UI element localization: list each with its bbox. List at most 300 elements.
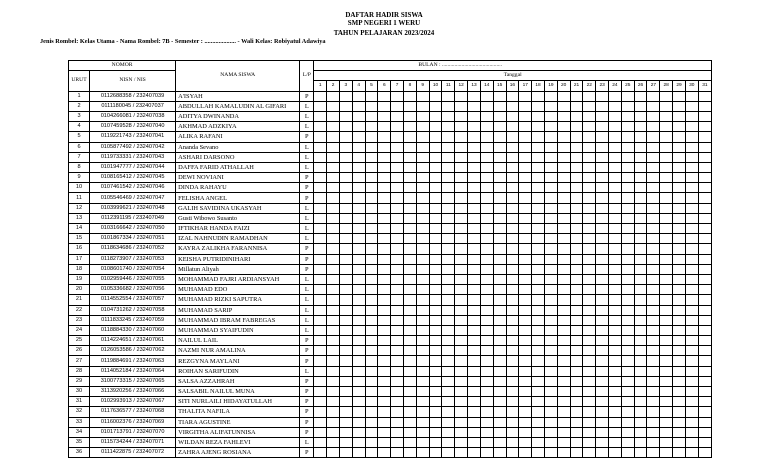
attendance-cell <box>339 295 352 305</box>
attendance-cell <box>685 203 698 213</box>
row-number: 36 <box>69 448 90 458</box>
attendance-cell <box>557 224 570 234</box>
table-row <box>69 264 712 274</box>
attendance-cell <box>673 295 686 305</box>
attendance-cell <box>685 152 698 162</box>
attendance-cell <box>596 264 609 274</box>
attendance-cell <box>660 346 673 356</box>
attendance-cell <box>352 173 365 183</box>
attendance-cell <box>352 437 365 447</box>
attendance-cell <box>570 213 583 223</box>
attendance-cell <box>480 285 493 295</box>
attendance-cell <box>544 264 557 274</box>
attendance-cell <box>660 101 673 111</box>
attendance-cell <box>339 366 352 376</box>
attendance-cell <box>391 315 404 325</box>
attendance-cell <box>506 336 519 346</box>
attendance-cell <box>660 254 673 264</box>
attendance-cell <box>493 264 506 274</box>
attendance-cell <box>365 244 378 254</box>
attendance-cell <box>468 437 481 447</box>
attendance-cell <box>698 407 711 417</box>
attendance-cell <box>442 376 455 386</box>
attendance-cell <box>532 132 545 142</box>
attendance-cell <box>352 285 365 295</box>
attendance-cell <box>480 274 493 284</box>
attendance-cell <box>468 325 481 335</box>
attendance-cell <box>544 122 557 132</box>
student-nisn: 0102959446 / 232407055 <box>90 274 176 284</box>
attendance-cell <box>544 417 557 427</box>
student-gender: P <box>300 427 314 437</box>
attendance-cell <box>519 366 532 376</box>
attendance-cell <box>314 132 327 142</box>
attendance-cell <box>544 325 557 335</box>
attendance-cell <box>609 122 622 132</box>
attendance-cell <box>455 203 468 213</box>
attendance-cell <box>660 448 673 458</box>
attendance-cell <box>442 162 455 172</box>
student-name: DEWI NOVIANI <box>176 173 300 183</box>
day-number: 27 <box>647 81 660 91</box>
attendance-cell <box>442 437 455 447</box>
attendance-cell <box>647 132 660 142</box>
attendance-cell <box>647 315 660 325</box>
row-number: 5 <box>69 132 90 142</box>
student-gender: L <box>300 325 314 335</box>
attendance-cell <box>557 101 570 111</box>
attendance-cell <box>532 407 545 417</box>
attendance-cell <box>673 407 686 417</box>
attendance-cell <box>468 101 481 111</box>
attendance-cell <box>416 213 429 223</box>
attendance-cell <box>327 183 340 193</box>
urut-header: URUT <box>69 71 90 91</box>
attendance-cell <box>378 213 391 223</box>
attendance-cell <box>544 295 557 305</box>
attendance-cell <box>660 244 673 254</box>
attendance-cell <box>570 448 583 458</box>
attendance-cell <box>314 224 327 234</box>
attendance-cell <box>352 356 365 366</box>
table-row <box>69 193 712 203</box>
attendance-cell <box>327 101 340 111</box>
row-number: 29 <box>69 376 90 386</box>
attendance-cell <box>621 264 634 274</box>
row-number: 28 <box>69 366 90 376</box>
attendance-cell <box>583 254 596 264</box>
attendance-cell <box>519 173 532 183</box>
attendance-cell <box>365 213 378 223</box>
student-gender: P <box>300 254 314 264</box>
attendance-cell <box>365 122 378 132</box>
attendance-cell <box>634 122 647 132</box>
attendance-cell <box>698 142 711 152</box>
attendance-cell <box>557 122 570 132</box>
attendance-cell <box>634 366 647 376</box>
student-gender: P <box>300 173 314 183</box>
attendance-cell <box>339 111 352 121</box>
table-row <box>69 366 712 376</box>
attendance-cell <box>378 356 391 366</box>
attendance-cell <box>685 162 698 172</box>
attendance-cell <box>596 234 609 244</box>
attendance-cell <box>429 376 442 386</box>
attendance-cell <box>583 427 596 437</box>
row-number: 26 <box>69 346 90 356</box>
attendance-cell <box>442 417 455 427</box>
table-row <box>69 397 712 407</box>
attendance-cell <box>429 173 442 183</box>
attendance-cell <box>352 152 365 162</box>
attendance-cell <box>634 376 647 386</box>
attendance-cell <box>532 397 545 407</box>
attendance-cell <box>378 437 391 447</box>
attendance-cell <box>468 387 481 397</box>
attendance-cell <box>455 91 468 101</box>
attendance-cell <box>416 315 429 325</box>
attendance-cell <box>673 387 686 397</box>
attendance-cell <box>391 132 404 142</box>
attendance-cell <box>391 224 404 234</box>
attendance-cell <box>532 122 545 132</box>
attendance-cell <box>468 417 481 427</box>
attendance-cell <box>365 305 378 315</box>
attendance-cell <box>493 427 506 437</box>
attendance-cell <box>404 437 417 447</box>
attendance-cell <box>532 285 545 295</box>
attendance-cell <box>596 111 609 121</box>
attendance-cell <box>442 244 455 254</box>
attendance-cell <box>493 295 506 305</box>
attendance-cell <box>468 234 481 244</box>
student-name: MUHAMMAD SYAIFUDIN <box>176 325 300 335</box>
attendance-cell <box>634 285 647 295</box>
attendance-cell <box>609 234 622 244</box>
attendance-cell <box>621 213 634 223</box>
attendance-cell <box>583 173 596 183</box>
attendance-cell <box>429 264 442 274</box>
attendance-cell <box>365 111 378 121</box>
attendance-cell <box>634 254 647 264</box>
attendance-cell <box>480 244 493 254</box>
attendance-cell <box>480 346 493 356</box>
attendance-cell <box>365 142 378 152</box>
attendance-cell <box>519 101 532 111</box>
attendance-cell <box>339 193 352 203</box>
attendance-cell <box>519 325 532 335</box>
attendance-cell <box>352 397 365 407</box>
attendance-cell <box>378 264 391 274</box>
attendance-cell <box>404 427 417 437</box>
attendance-cell <box>480 203 493 213</box>
attendance-cell <box>442 234 455 244</box>
attendance-cell <box>660 213 673 223</box>
attendance-cell <box>609 305 622 315</box>
student-name: SALSA AZZAHRAH <box>176 376 300 386</box>
attendance-cell <box>698 224 711 234</box>
attendance-cell <box>596 122 609 132</box>
student-name: IZAL NAHNUDIN RAMADHAN <box>176 234 300 244</box>
attendance-cell <box>442 142 455 152</box>
attendance-cell <box>570 346 583 356</box>
attendance-cell <box>685 305 698 315</box>
attendance-cell <box>583 203 596 213</box>
attendance-cell <box>544 203 557 213</box>
attendance-cell <box>378 285 391 295</box>
attendance-cell <box>634 274 647 284</box>
attendance-cell <box>429 356 442 366</box>
day-number: 24 <box>609 81 622 91</box>
attendance-cell <box>404 122 417 132</box>
attendance-cell <box>339 264 352 274</box>
attendance-cell <box>442 325 455 335</box>
attendance-cell <box>365 254 378 264</box>
attendance-cell <box>480 91 493 101</box>
attendance-cell <box>442 132 455 142</box>
attendance-cell <box>455 122 468 132</box>
attendance-cell <box>634 387 647 397</box>
tanggal-header: Tanggal <box>314 71 712 81</box>
student-name: GALIH SAVIDINA UKASYAH <box>176 203 300 213</box>
attendance-cell <box>493 254 506 264</box>
student-gender: P <box>300 183 314 193</box>
attendance-cell <box>583 315 596 325</box>
attendance-cell <box>378 315 391 325</box>
attendance-cell <box>327 356 340 366</box>
attendance-cell <box>416 448 429 458</box>
attendance-cell <box>609 142 622 152</box>
attendance-cell <box>698 427 711 437</box>
attendance-cell <box>416 193 429 203</box>
attendance-cell <box>468 142 481 152</box>
attendance-cell <box>493 387 506 397</box>
attendance-cell <box>391 234 404 244</box>
attendance-cell <box>442 254 455 264</box>
attendance-cell <box>673 315 686 325</box>
attendance-cell <box>621 183 634 193</box>
table-row <box>69 417 712 427</box>
attendance-cell <box>596 448 609 458</box>
attendance-cell <box>673 264 686 274</box>
attendance-cell <box>480 376 493 386</box>
row-number: 24 <box>69 325 90 335</box>
day-number: 18 <box>532 81 545 91</box>
attendance-cell <box>570 254 583 264</box>
attendance-cell <box>455 142 468 152</box>
attendance-cell <box>493 437 506 447</box>
attendance-cell <box>557 427 570 437</box>
attendance-cell <box>314 183 327 193</box>
student-nisn: 0108165412 / 232407045 <box>90 173 176 183</box>
attendance-cell <box>532 315 545 325</box>
attendance-cell <box>493 111 506 121</box>
row-number: 1 <box>69 91 90 101</box>
table-row <box>69 437 712 447</box>
attendance-cell <box>327 448 340 458</box>
attendance-cell <box>634 152 647 162</box>
attendance-cell <box>532 152 545 162</box>
attendance-cell <box>404 111 417 121</box>
attendance-cell <box>596 366 609 376</box>
attendance-cell <box>698 437 711 447</box>
attendance-cell <box>404 315 417 325</box>
attendance-cell <box>634 295 647 305</box>
attendance-cell <box>327 417 340 427</box>
attendance-cell <box>404 244 417 254</box>
attendance-cell <box>673 285 686 295</box>
attendance-cell <box>468 376 481 386</box>
student-nisn: 0111422875 / 232407072 <box>90 448 176 458</box>
attendance-cell <box>416 173 429 183</box>
attendance-cell <box>621 101 634 111</box>
attendance-cell <box>480 448 493 458</box>
attendance-cell <box>596 427 609 437</box>
attendance-cell <box>378 224 391 234</box>
attendance-cell <box>660 336 673 346</box>
attendance-cell <box>634 356 647 366</box>
attendance-cell <box>327 376 340 386</box>
attendance-cell <box>634 346 647 356</box>
student-nisn: 0105336682 / 232407056 <box>90 285 176 295</box>
attendance-cell <box>416 407 429 417</box>
attendance-cell <box>621 356 634 366</box>
attendance-cell <box>416 305 429 315</box>
attendance-cell <box>583 285 596 295</box>
attendance-cell <box>673 183 686 193</box>
student-name: MUHAMAD RIZKI SAPUTRA <box>176 295 300 305</box>
attendance-cell <box>365 366 378 376</box>
attendance-cell <box>493 101 506 111</box>
attendance-cell <box>378 254 391 264</box>
attendance-cell <box>493 397 506 407</box>
attendance-cell <box>480 132 493 142</box>
attendance-cell <box>455 111 468 121</box>
student-nisn: 0108601740 / 232407054 <box>90 264 176 274</box>
attendance-cell <box>506 111 519 121</box>
row-number: 35 <box>69 437 90 447</box>
attendance-cell <box>416 203 429 213</box>
attendance-cell <box>532 234 545 244</box>
attendance-cell <box>378 91 391 101</box>
doc-title: DAFTAR HADIR SISWA <box>345 11 423 19</box>
attendance-cell <box>570 407 583 417</box>
table-row <box>69 448 712 458</box>
attendance-cell <box>685 224 698 234</box>
attendance-cell <box>442 305 455 315</box>
day-number: 13 <box>468 81 481 91</box>
day-number: 5 <box>365 81 378 91</box>
table-row <box>69 152 712 162</box>
attendance-cell <box>365 162 378 172</box>
attendance-cell <box>339 387 352 397</box>
table-row <box>69 387 712 397</box>
attendance-cell <box>429 437 442 447</box>
attendance-cell <box>416 142 429 152</box>
attendance-cell <box>506 193 519 203</box>
attendance-cell <box>365 437 378 447</box>
attendance-cell <box>647 173 660 183</box>
attendance-cell <box>314 407 327 417</box>
attendance-cell <box>327 224 340 234</box>
attendance-cell <box>570 285 583 295</box>
attendance-cell <box>621 91 634 101</box>
attendance-cell <box>532 325 545 335</box>
attendance-cell <box>698 234 711 244</box>
table-row <box>69 234 712 244</box>
attendance-cell <box>544 183 557 193</box>
attendance-cell <box>404 173 417 183</box>
attendance-cell <box>327 407 340 417</box>
attendance-cell <box>404 285 417 295</box>
attendance-cell <box>570 244 583 254</box>
attendance-cell <box>429 254 442 264</box>
attendance-cell <box>391 142 404 152</box>
attendance-cell <box>596 397 609 407</box>
attendance-cell <box>480 437 493 447</box>
attendance-cell <box>634 325 647 335</box>
attendance-cell <box>557 315 570 325</box>
attendance-cell <box>455 152 468 162</box>
attendance-cell <box>352 448 365 458</box>
attendance-cell <box>404 142 417 152</box>
attendance-cell <box>570 417 583 427</box>
attendance-cell <box>429 122 442 132</box>
student-name: ZAHRA AJENG ROSIANA <box>176 448 300 458</box>
student-gender: P <box>300 376 314 386</box>
attendance-cell <box>339 173 352 183</box>
attendance-cell <box>493 366 506 376</box>
attendance-cell <box>660 183 673 193</box>
attendance-cell <box>519 336 532 346</box>
attendance-cell <box>455 305 468 315</box>
academic-year: TAHUN PELAJARAN 2023/2024 <box>333 29 435 37</box>
attendance-cell <box>609 224 622 234</box>
attendance-cell <box>468 407 481 417</box>
attendance-cell <box>391 376 404 386</box>
attendance-cell <box>480 336 493 346</box>
attendance-cell <box>557 111 570 121</box>
attendance-cell <box>314 264 327 274</box>
attendance-cell <box>685 295 698 305</box>
attendance-cell <box>314 437 327 447</box>
attendance-cell <box>378 376 391 386</box>
attendance-cell <box>673 376 686 386</box>
attendance-cell <box>429 285 442 295</box>
attendance-cell <box>660 173 673 183</box>
attendance-cell <box>365 101 378 111</box>
row-number: 6 <box>69 142 90 152</box>
attendance-cell <box>468 295 481 305</box>
attendance-cell <box>365 234 378 244</box>
student-nisn: 0118634686 / 232407052 <box>90 244 176 254</box>
attendance-cell <box>685 325 698 335</box>
attendance-cell <box>609 254 622 264</box>
attendance-cell <box>544 173 557 183</box>
attendance-cell <box>480 315 493 325</box>
attendance-cell <box>660 111 673 121</box>
attendance-cell <box>660 397 673 407</box>
attendance-cell <box>685 91 698 101</box>
attendance-cell <box>327 122 340 132</box>
attendance-cell <box>544 285 557 295</box>
attendance-cell <box>570 122 583 132</box>
attendance-cell <box>442 336 455 346</box>
student-name: MUHAMAD SARIP <box>176 305 300 315</box>
attendance-cell <box>468 193 481 203</box>
student-nisn: 0114552554 / 232407057 <box>90 295 176 305</box>
attendance-cell <box>352 417 365 427</box>
